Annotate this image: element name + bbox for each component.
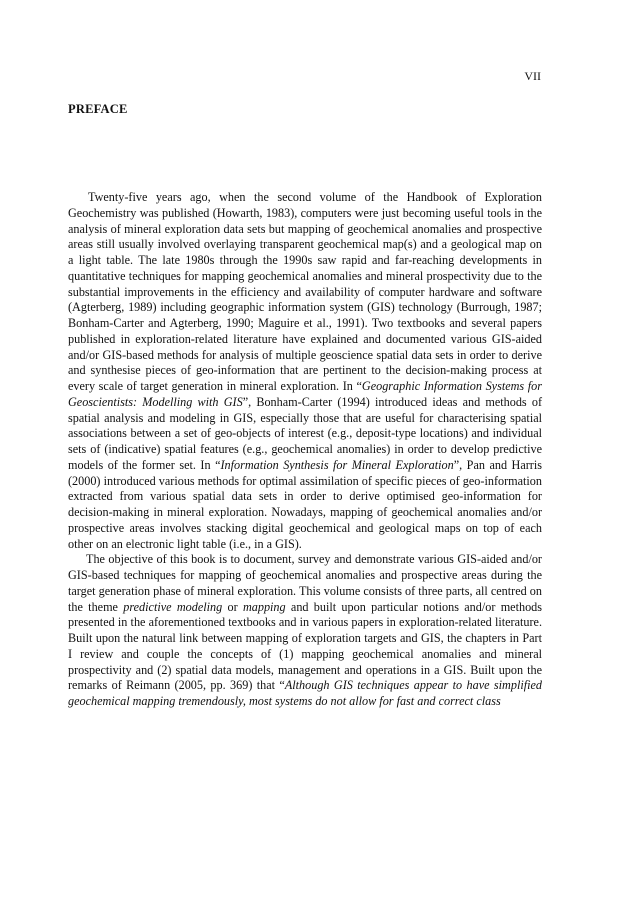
paragraph-1 <box>68 190 542 552</box>
paragraph-1-text: Twenty-five years ago, when the second volume of the Handbook of Exploration Geochemistry was published (Howarth, 1983), computers were just becoming useful tools in the analysis of mineral exploration data sets but mapping of geochemical anomalies and prospective areas still usually involved overlaying transparent geochemical map(s) and a geological map on a light table. The late 1980s through the 1990s saw rapid and far-reaching developments in quantitative techniques for mapping geochemical anomalies and mineral prospectivity due to the substantial improvements in the efficiency and availability of computer hardware and software (Agterberg, 1989) including geographic information system (GIS) technology (Burrough, 1987; Bonham-Carter and Agterberg, 1990; Maguire et al., 1991). Two textbooks and several papers published in exploration-related literature have explained and documented various GIS-aided and/or GIS-based methods for analysis of multiple geoscience spatial data sets in order to derive and synthesise pieces of geo-information that are pertinent to the decision-making process at every scale of target generation in mineral exploration. In “ <box>68 190 542 393</box>
paragraph-2-text: or <box>222 599 243 614</box>
book-title-gis-geoscientists: Geographic Information Systems for Geoscientists: Modelling with GIS <box>68 379 542 409</box>
paragraph-2-text: and built upon particular notions and/or methods presented in the aforementioned textbooks and in various papers in exploration-related literature. Built upon the natural link between mapping of exploration targets and GIS, the chapters in Part I review and couple the concepts of (1) mapping geochemical anomalies and mineral prospectivity and (2) spatial data models, management and operations in a GIS. Built upon the remarks of Reimann (2005, pp. 369) that “ <box>68 599 543 693</box>
preface-heading: PREFACE <box>68 102 128 116</box>
body-text <box>68 190 542 710</box>
book-title-information-synthesis: Information Synthesis for Mineral Exploration <box>220 457 454 472</box>
emphasis-mapping: mapping <box>242 599 286 614</box>
emphasis-predictive-modeling: predictive modeling <box>123 599 223 614</box>
paragraph-2 <box>68 552 542 710</box>
paragraph-1-text: ”, Bonham-Carter (1994) introduced ideas and methods of spatial analysis and modeling in GIS, especially those that are useful for characterising spatial associations between a set of geo-objects of interest (e.g., deposit-type locations) and individual sets of (indicative) spatial features (e.g., geochemical anomalies) in order to develop predictive models of the former set. In “ <box>68 394 543 472</box>
quote-reimann: Although GIS techniques appear to have simplified geochemical mapping tremendously, most systems do not allow for fast and correct class <box>68 678 542 708</box>
page-number: VII <box>524 69 541 83</box>
paragraph-2-text: The objective of this book is to document, survey and demonstrate various GIS-aided and/or GIS-based techniques for mapping of geochemical anomalies and prospective areas during the target generation phase of mineral exploration. This volume consists of three parts, all centred on the theme <box>68 552 542 614</box>
paragraph-1-text: ”, Pan and Harris (2000) introduced various methods for optimal assimilation of specific pieces of geo-information extracted from various spatial data sets in order to derive optimised geo-information for decision-making in mineral exploration. Nowadays, mapping of geochemical anomalies and/or prospective areas involves stacking digital geochemical and geological maps on top of each other on an electronic light table (i.e., in a GIS). <box>68 457 542 551</box>
